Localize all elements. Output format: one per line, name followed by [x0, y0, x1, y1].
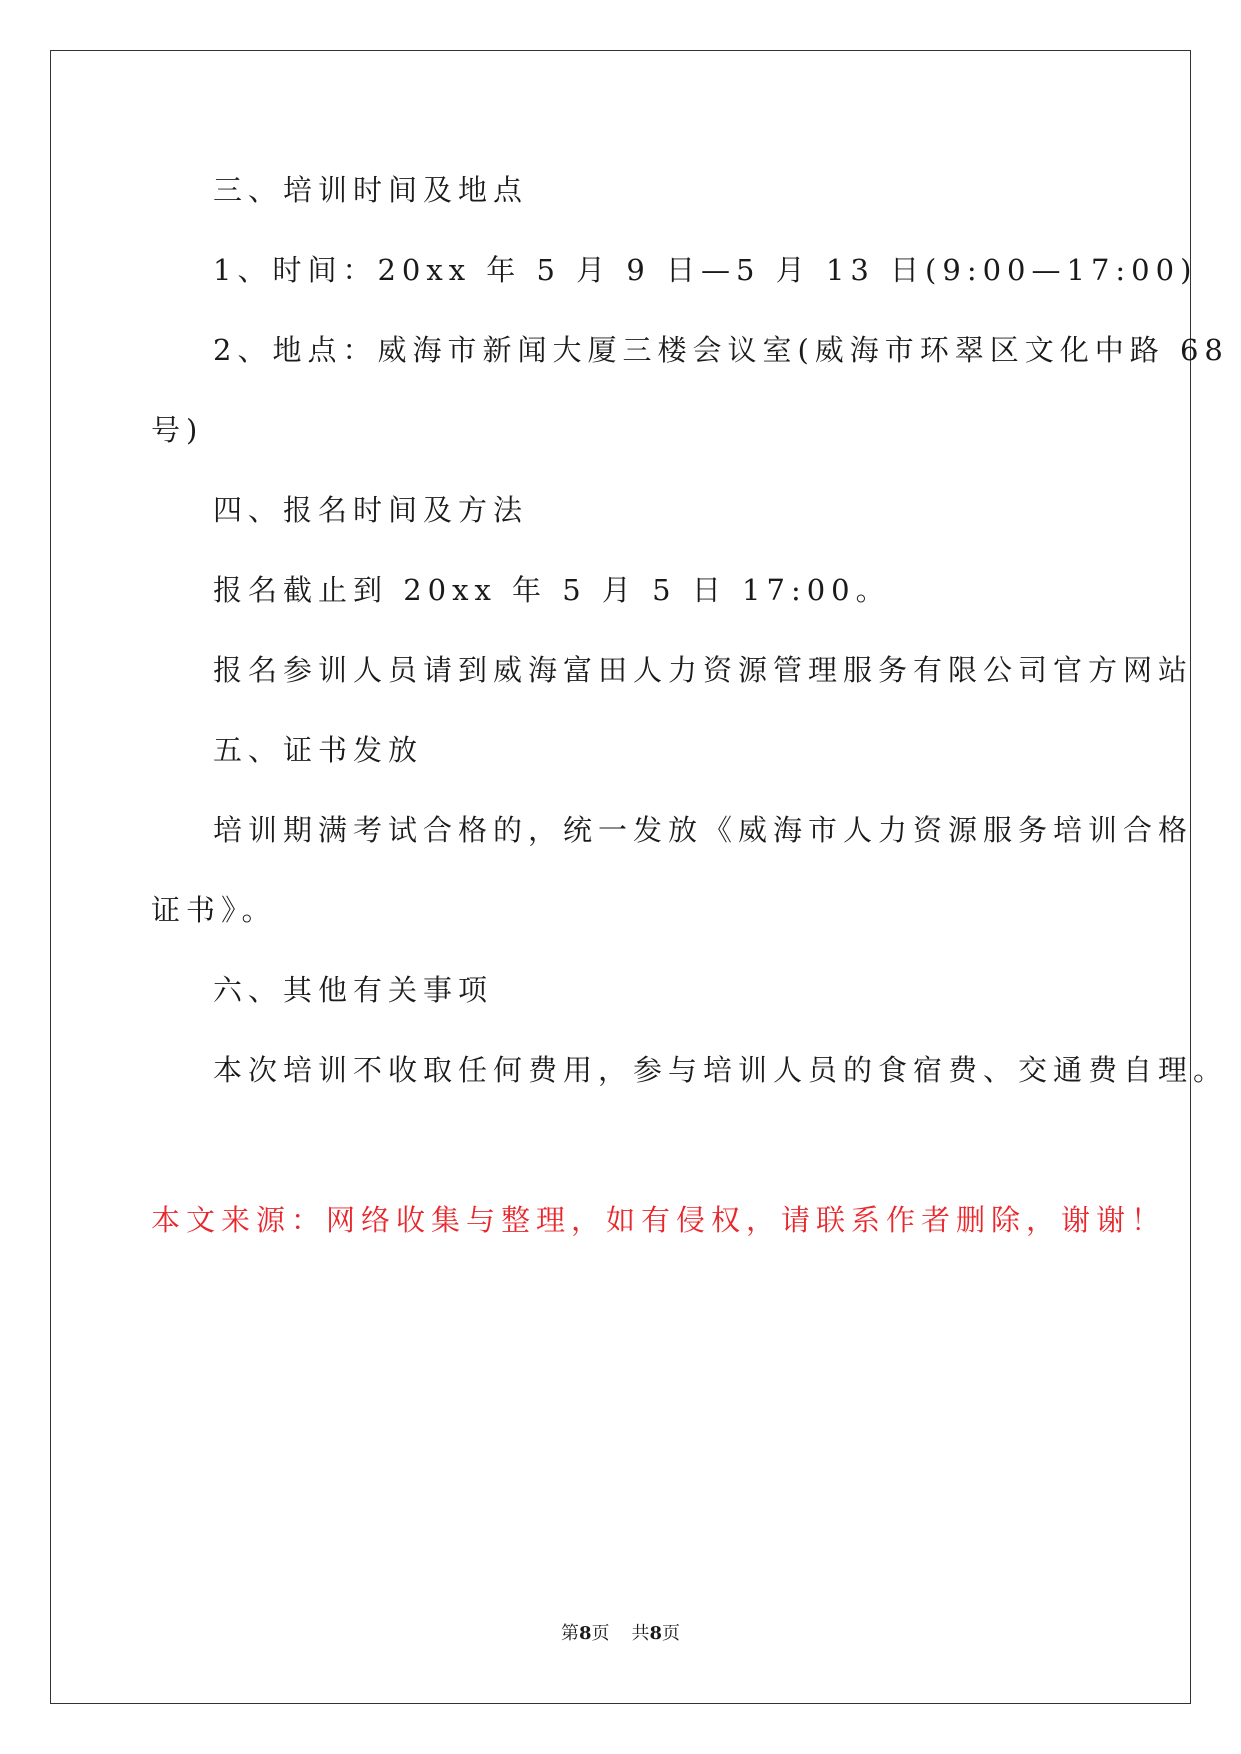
page-border: [50, 50, 1194, 1704]
total-suffix: 页: [662, 1623, 681, 1644]
page-prefix: 第: [560, 1623, 579, 1644]
paragraph-registration-deadline: 报名截止到 20xx 年 5 月 5 日 17:00。: [213, 573, 891, 607]
paragraph-certificate: 培训期满考试合格的，统一发放《威海市人力资源服务培训合格: [213, 813, 1194, 847]
paragraph-location: 2、地点：威海市新闻大厦三楼会议室(威海市环翠区文化中路 68: [213, 333, 1229, 367]
total-prefix: 共: [631, 1623, 650, 1644]
page-footer: [0, 1622, 1241, 1646]
page-current: 8: [578, 1623, 592, 1644]
paragraph-fees: 本次培训不收取任何费用，参与培训人员的食宿费、交通费自理。: [213, 1053, 1229, 1087]
section-heading-training-time: 三、培训时间及地点: [213, 173, 529, 207]
section-heading-certificate: 五、证书发放: [213, 733, 424, 767]
source-notice: 本文来源：网络收集与整理，如有侵权，请联系作者删除，谢谢！: [151, 1203, 1167, 1237]
paragraph-location-continued: 号): [151, 413, 204, 447]
section-heading-registration: 四、报名时间及方法: [213, 493, 529, 527]
paragraph-registration-method: 报名参训人员请到威海富田人力资源管理服务有限公司官方网站: [213, 653, 1194, 687]
paragraph-certificate-continued: 证书》。: [151, 893, 277, 927]
section-heading-other-matters: 六、其他有关事项: [213, 973, 494, 1007]
page-suffix: 页: [591, 1623, 610, 1644]
page-total: 8: [649, 1623, 663, 1644]
paragraph-time: 1、时间：20xx 年 5 月 9 日—5 月 13 日(9:00—17:00): [213, 253, 1198, 287]
